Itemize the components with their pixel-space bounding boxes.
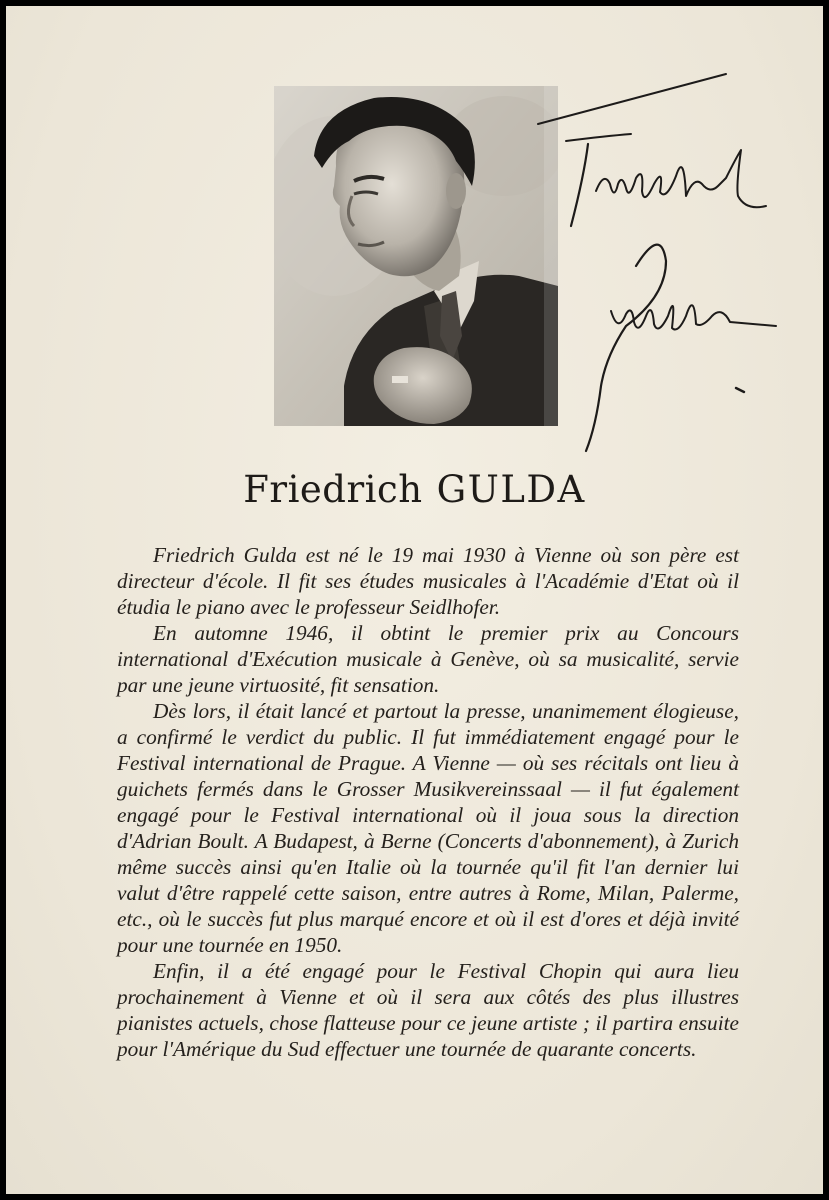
title-first-name: Friedrich [243, 468, 423, 511]
paragraph-4: Enfin, il a été engagé pour le Festival Chopin qui aura lieu prochainement à Vienne et où il sera aux côtés des plus illustres pianistes actuels, chose flatteuse pour ce jeune artiste ; il partira ensuite pour l'Amérique du Sud effectuer une tournée de quarante concerts. [117, 959, 739, 1061]
paragraph-1: Friedrich Gulda est né le 19 mai 1930 à Vienne où son père est directeur d'école. Il fit ses études musicales à l'Académie d'Etat où il étudia le piano avec le professeur Seidlhofer. [117, 543, 739, 619]
document-page [6, 6, 823, 1194]
biography-text [117, 542, 739, 1062]
paragraph-2: En automne 1946, il obtint le premier prix au Concours international d'Exécution musicale à Genève, où sa musicalité, servie par une jeune virtuosité, fit sensation. [117, 621, 739, 697]
title-last-name: GULDA [436, 468, 586, 511]
portrait-photo [274, 86, 558, 426]
page-title [6, 468, 823, 511]
handwritten-signature [526, 66, 806, 456]
portrait-image [274, 86, 558, 426]
paragraph-3: Dès lors, il était lancé et partout la presse, unanimement élogieuse, a confirmé le verdict du public. Il fut immédiatement engagé pour le Festival international de Prague. A Vienne — où ses récitals ont lieu à guichets fermés dans le Grosser Musikvereinssaal — il fut également engagé pour le Festival international où il joua sous la direction d'Adrian Boult. A Budapest, à Berne (Concerts d'abonnement), à Zurich même succès ainsi qu'en Italie où la tournée qu'il fit l'an dernier lui valut d'être rappelé cette saison, entre autres à Rome, Milan, Palerme, etc., où le succès fut plus marqué encore et où il est d'ores et déjà invité pour une tournée en 1950. [117, 699, 739, 957]
